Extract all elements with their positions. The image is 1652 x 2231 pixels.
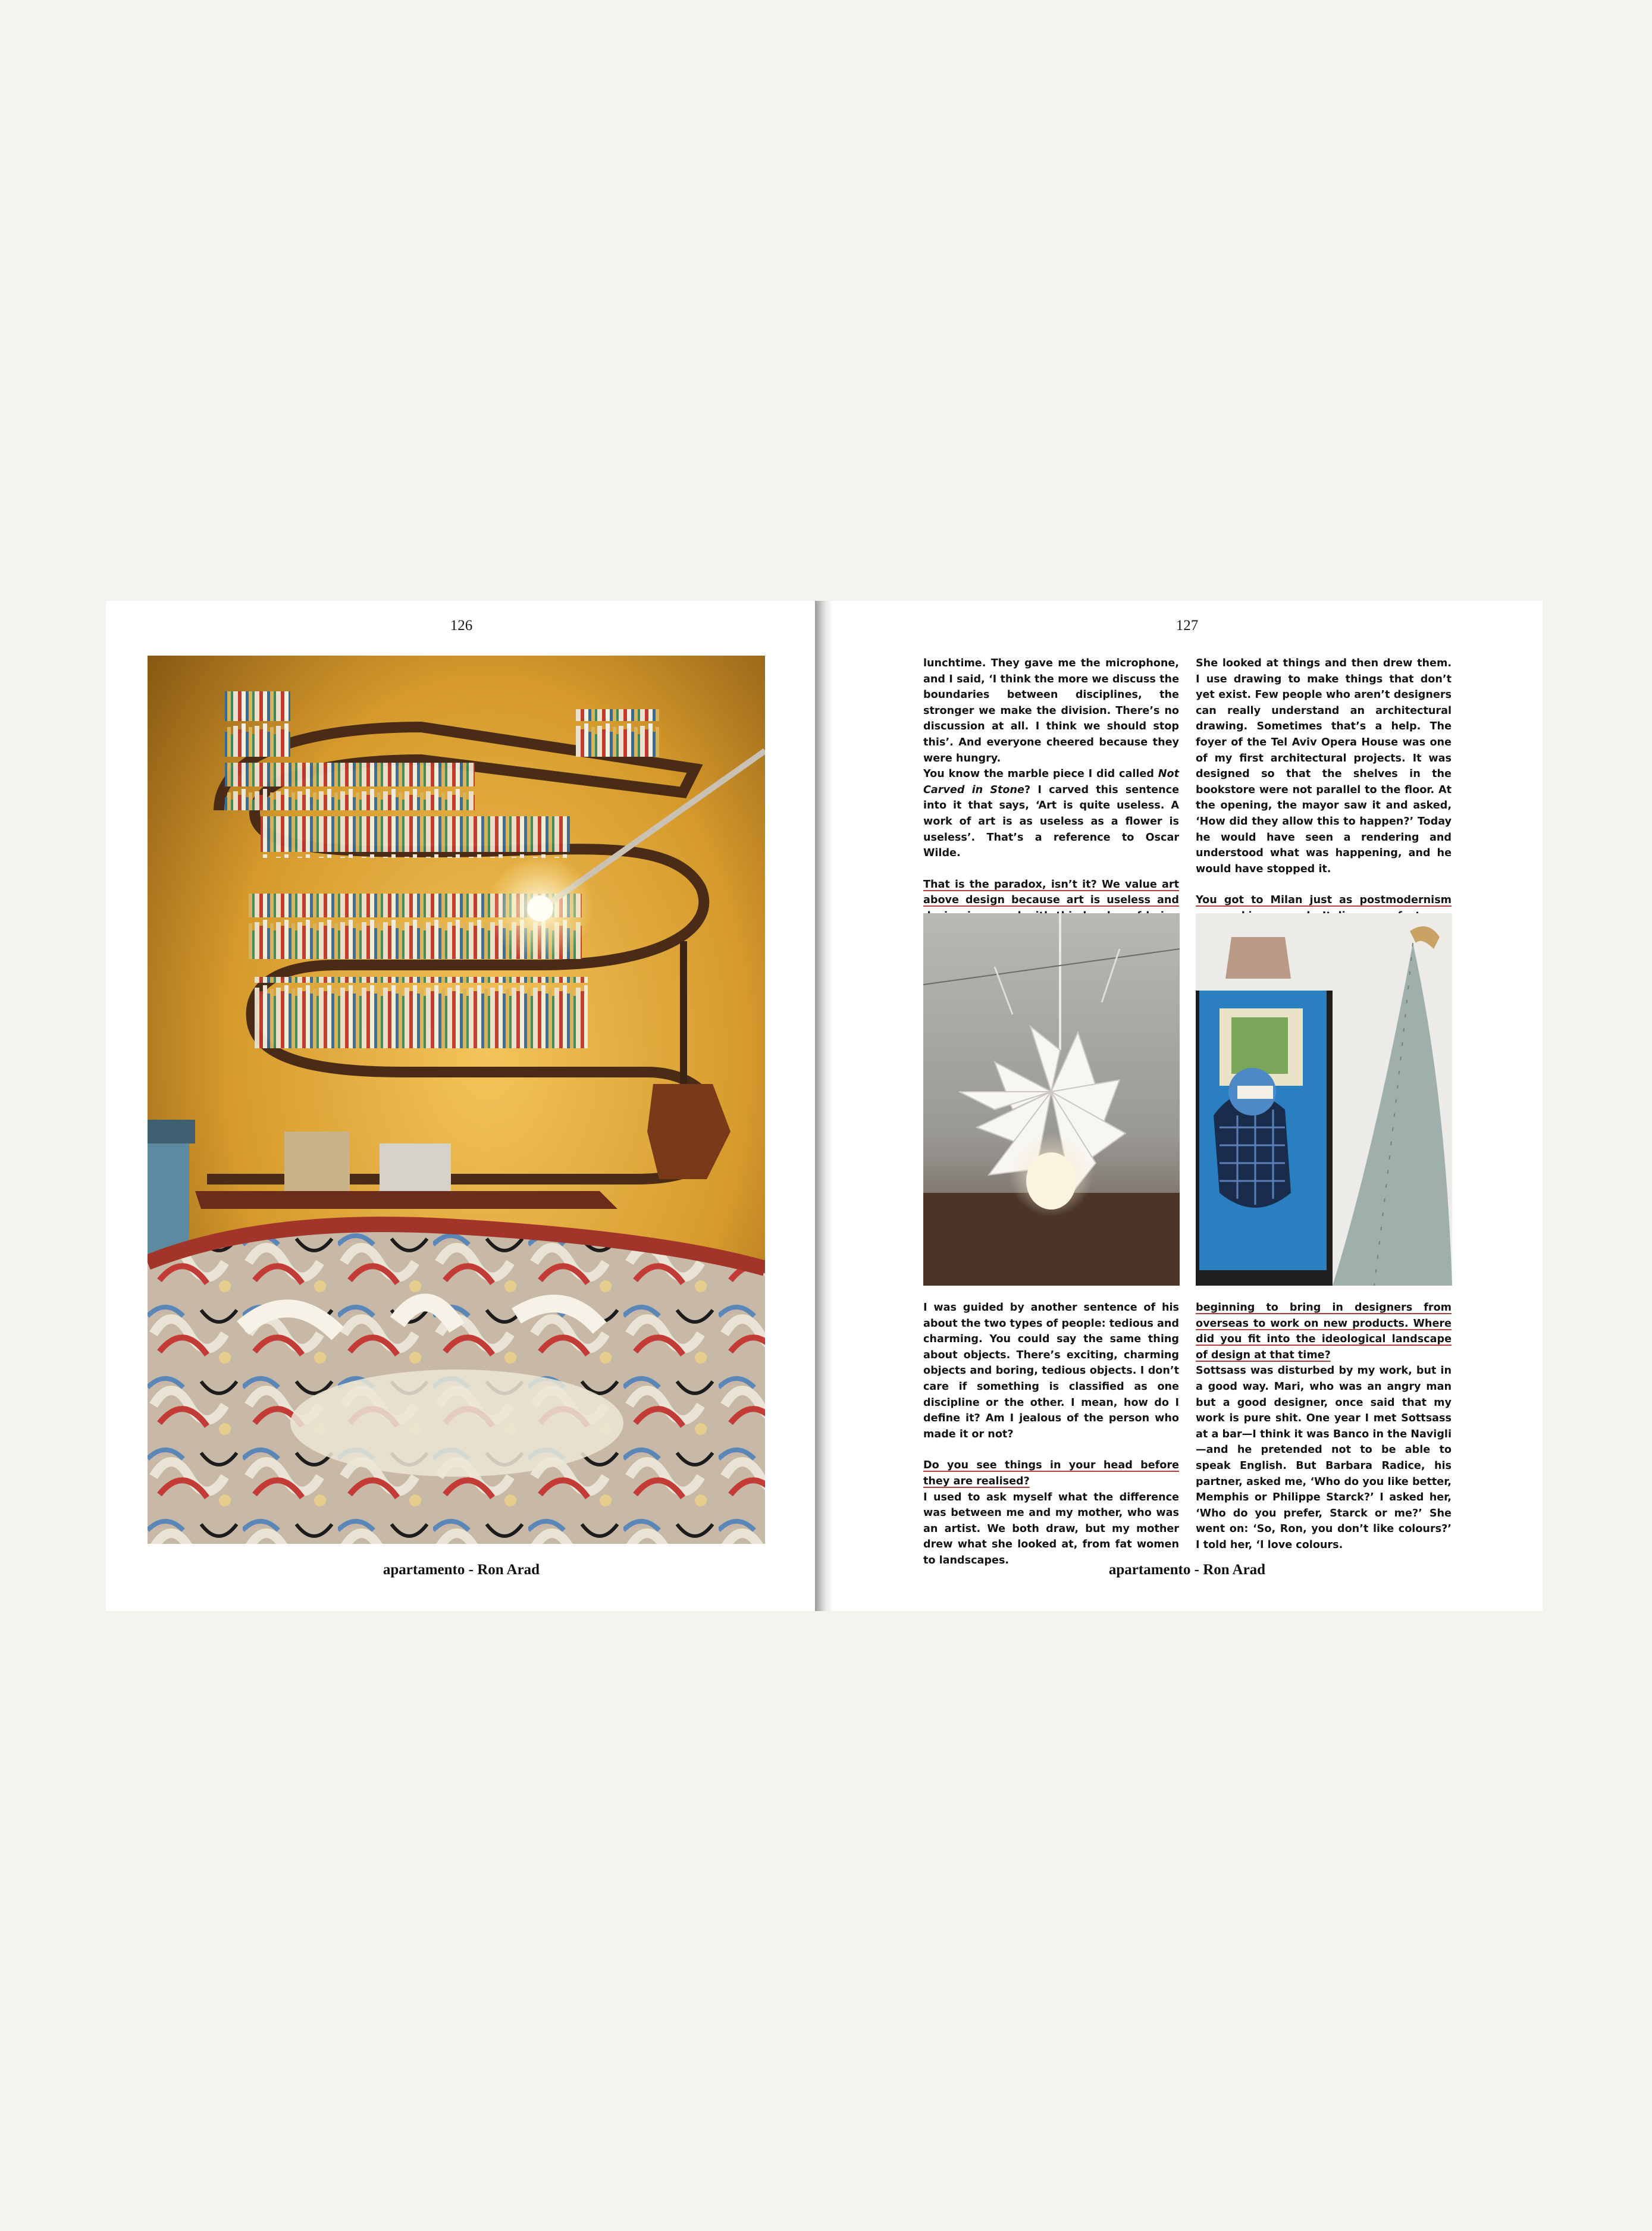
paragraph: She looked at things and then drew them. I use drawing to make things that don’t yet exist. Few people who aren’t designers can really understand an architectural drawing. Sometimes that’s a help. The foyer of the Tel Aviv Opera House was one of my first architectural projects. It was designed so that the shelves in the bookstore were not parallel to the floor. At the opening, the mayor saw it and asked, ‘How did they allow this to happen?’ Today he would have seen a rendering and understood what was happening, and he would have stopped it. — [1196, 657, 1452, 875]
poster-chair-photo — [1196, 913, 1452, 1286]
paragraph: lunchtime. They gave me the microphone, and I said, ‘I think the more we discuss the boundaries between disciplines, the stronger we make the division. There’s no discussion at all. I think we should stop this’. And everyone cheered because they were hungry. — [923, 657, 1179, 764]
paragraph: Sottsass was disturbed by my work, but in a good way. Mari, who was an angry man but a good designer, once said that my work is pure shit. One year I met Sottsass at a bar—I think it was Banco in the Navigli—and he pretended not to be able to speak English. But Barbara Radice, his partner, asked me, ‘Who do you like better, Memphis or Philippe Starck?’ I asked her, ‘Who do you prefer, Starck or me?’ She went on: ‘So, Ron, you don’t like colours?’ I told her, ‘I love colours. — [1196, 1365, 1452, 1551]
text-column-1 — [923, 656, 1179, 940]
page-number-right: 127 — [1175, 618, 1199, 634]
paragraph: I was guided by another sentence of his about the two types of people: tedious and charming. You could say the same thing about objects. There’s exciting, charming objects and boring, tedious objects. I don’t care if something is classified as one discipline or the other. I mean, how do I define it? Am I jealous of the person who made it or not? — [923, 1302, 1179, 1440]
interview-question: You got to Milan just as postmodernism — [1196, 894, 1452, 907]
paragraph: I used to ask myself what the difference was between me and my mother, who was an artist. We both draw, but my mother drew what she looked at, from fat women to landscapes. — [923, 1491, 1179, 1566]
chandelier-photo-illustration — [923, 913, 1180, 1286]
interview-question: That is the paradox, isn’t it? We value art above design because art is useless and — [923, 878, 1179, 907]
interview-question: beginning to bring in designers from overseas to work on new products. Where did you fit into the ideological landscape of design at that time? — [1196, 1302, 1452, 1361]
page-number-left: 126 — [450, 618, 473, 634]
bookshelf-photo — [148, 656, 765, 1544]
interview-question: Do you see things in your head before they are realised? — [923, 1459, 1179, 1487]
book-gutter — [815, 601, 833, 1611]
left-page — [106, 601, 817, 1611]
artwork-title: Not Carved in Stone — [923, 768, 1179, 796]
text-column-2 — [1196, 656, 1452, 940]
running-footer-right: apartamento - Ron Arad — [1108, 1562, 1266, 1578]
poster-chair-photo-illustration — [1196, 913, 1452, 1286]
right-page — [832, 601, 1543, 1611]
bookshelf-photo-illustration — [148, 656, 765, 1544]
text-column-4 — [1196, 1300, 1452, 1553]
running-footer-left: apartamento - Ron Arad — [383, 1562, 540, 1578]
paragraph: You know the marble piece I did called Not Carved in Stone? I carved this sentence into it that says, ‘Art is quite useless. A work of art is as useless as a flower is useless’. That’s a reference to Oscar Wilde. — [923, 768, 1179, 860]
chandelier-photo — [923, 913, 1180, 1286]
text-column-3 — [923, 1300, 1179, 1569]
